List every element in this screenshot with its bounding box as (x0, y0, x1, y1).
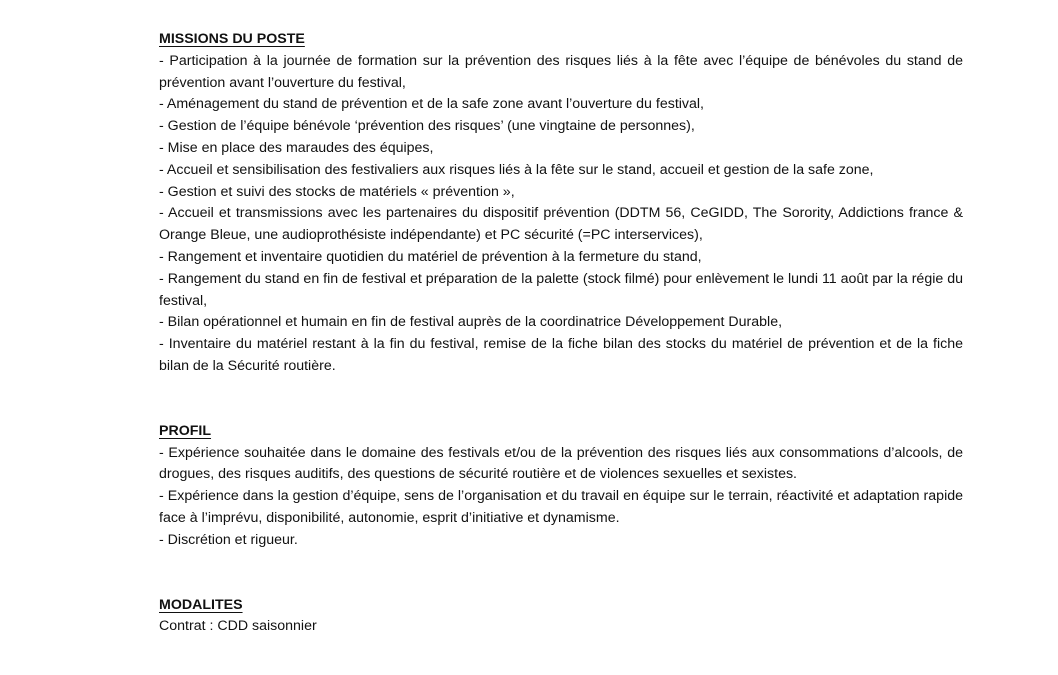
mission-item: - Rangement et inventaire quotidien du matériel de prévention à la fermeture du stand, (159, 248, 702, 265)
profil-section (159, 421, 963, 552)
section-spacer (159, 378, 963, 421)
mission-item: - Gestion de l’équipe bénévole ‘prévention des risques’ (une vingtaine de personnes), (159, 118, 695, 135)
mission-item: - Bilan opérationnel et humain en fin de festival auprès de la coordinatrice Développement Durable, (159, 314, 783, 331)
profil-list (159, 443, 963, 552)
profil-item: - Expérience dans la gestion d’équipe, sens de l’organisation et du travail en équipe sur le terrain, réactivité et adaptation rapide face à l’imprévu, disponibilité, autonomie, esprit d’initiative et dynamisme. (159, 488, 963, 526)
profil-item: - Expérience souhaitée dans le domaine des festivals et/ou de la prévention des risques liés aux consommations d’alcools, de drogues, des risques auditifs, des questions de sécurité routière et de violences sexuelles et sexistes. (159, 444, 963, 483)
mission-item: - Participation à la journée de formation sur la prévention des risques liés à la fête avec l’équipe de bénévoles du stand de prévention avant l’ouverture du festival, (159, 52, 963, 91)
mission-item: - Accueil et transmissions avec les partenaires du dispositif prévention (DDTM 56, CeGIDD, The Sorority, Addictions france & Orange Bleue, une audioprothésiste indépendante) et PC sécurité (=PC interservices), (159, 205, 963, 244)
section-spacer (159, 552, 963, 595)
profil-title: PROFIL (159, 422, 212, 439)
missions-list (159, 51, 963, 378)
mission-item: - Mise en place des maraudes des équipes, (159, 139, 434, 156)
missions-section (159, 29, 963, 378)
mission-item: - Gestion et suivi des stocks de matériels « prévention », (159, 183, 515, 200)
mission-item: - Aménagement du stand de prévention et de la safe zone avant l’ouverture du festival, (159, 96, 704, 113)
profil-item: - Discrétion et rigueur. (159, 531, 298, 548)
document-page (159, 29, 963, 638)
mission-item: - Rangement du stand en fin de festival et préparation de la palette (stock filmé) pour enlèvement le lundi 11 août par la régie du festival, (159, 270, 963, 309)
contrat-line: Contrat : CDD saisonnier (159, 618, 317, 635)
missions-title: MISSIONS DU POSTE (159, 31, 305, 47)
mission-item: - Accueil et sensibilisation des festivaliers aux risques liés à la fête sur le stand, accueil et gestion de la safe zone, (159, 161, 874, 178)
mission-item: - Inventaire du matériel restant à la fin du festival, remise de la fiche bilan des stocks du matériel de prévention et de la fiche bilan de la Sécurité routière. (159, 336, 963, 374)
modalites-section (159, 595, 963, 639)
modalites-title: MODALITES (159, 596, 243, 613)
